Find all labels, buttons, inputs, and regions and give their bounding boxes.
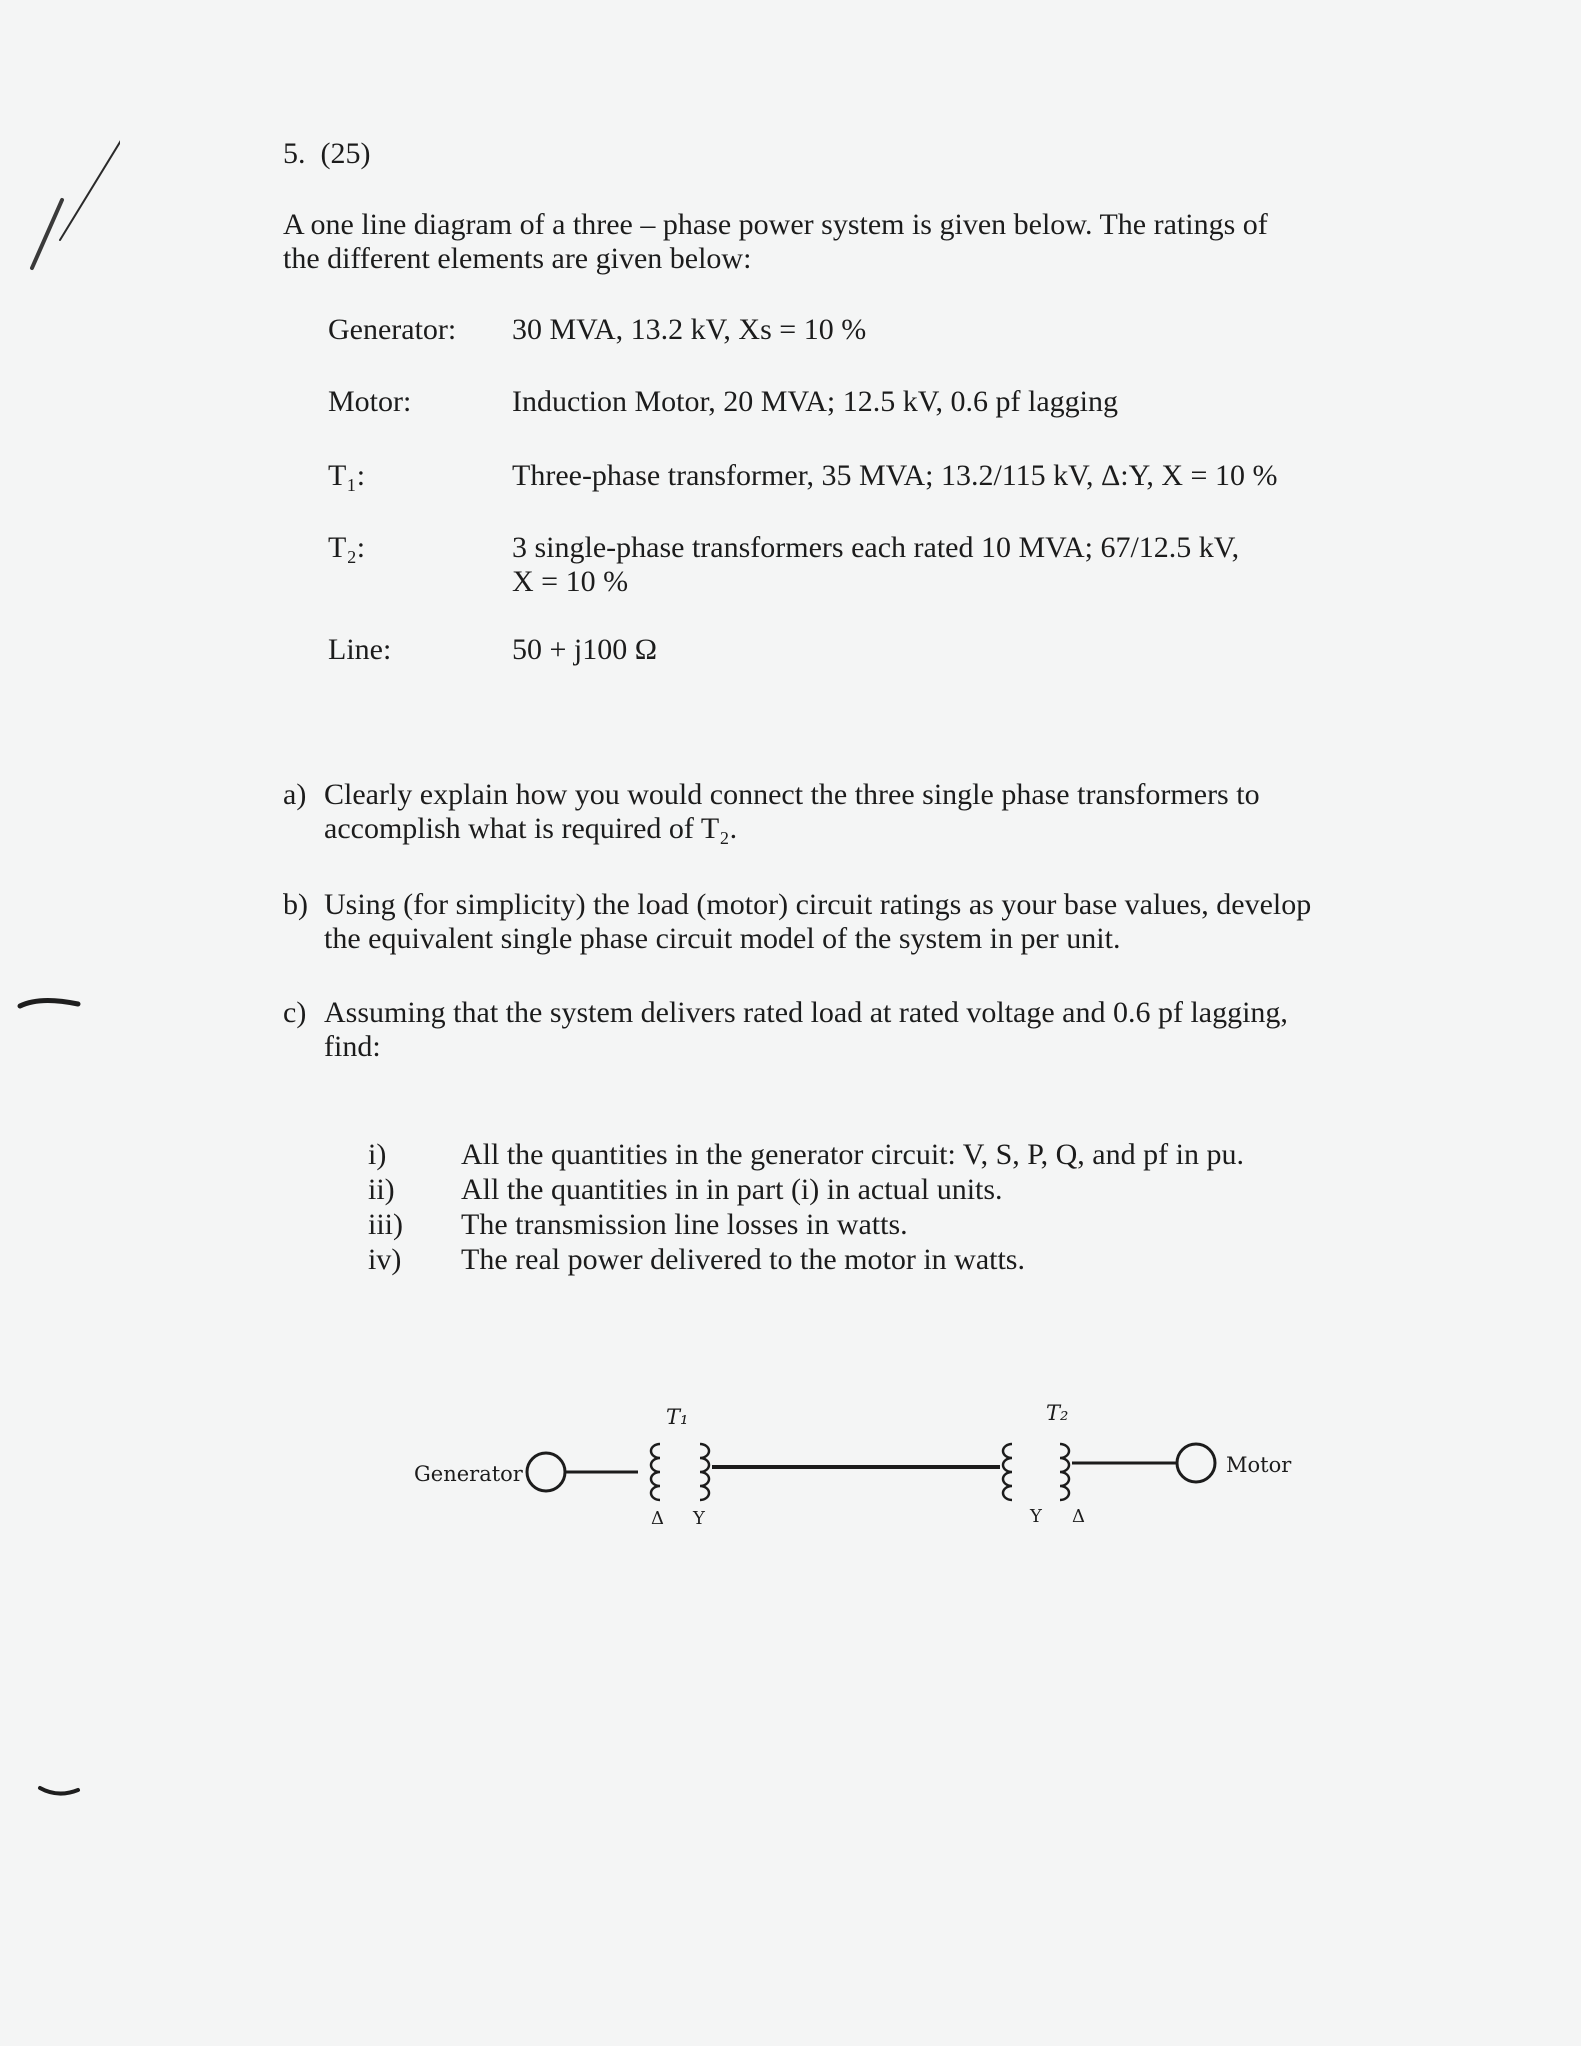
subpart-number: i) [368, 1138, 387, 1171]
question-header [283, 137, 370, 171]
generator-label: Generator [414, 1462, 523, 1486]
subpart-text: All the quantities in the generator circuit: V, S, P, Q, and pf in pu. [461, 1138, 1244, 1171]
intro-line: the different elements are given below: [283, 242, 752, 275]
rating-value-t2-line1: 3 single-phase transformers each rated 10 MVA; 67/12.5 kV, [512, 531, 1240, 564]
subpart-text: The transmission line losses in watts. [461, 1208, 908, 1241]
subpart-number: ii) [368, 1173, 395, 1206]
t2-secondary-coil [1060, 1444, 1069, 1500]
part-a-line2: accomplish what is required of T₂. [324, 812, 738, 845]
part-b-line1: Using (for simplicity) the load (motor) circuit ratings as your base values, develop [324, 888, 1312, 921]
rating-value-motor: Induction Motor, 20 MVA; 12.5 kV, 0.6 pf lagging [512, 385, 1119, 418]
rating-value-line: 50 + j100 Ω [512, 633, 658, 666]
pen-stroke [32, 200, 62, 268]
question-points: (25) [320, 137, 371, 170]
subpart-number: iii) [368, 1208, 403, 1241]
pen-mark [20, 1000, 78, 1006]
rating-label-generator: Generator: [328, 313, 457, 346]
subpart-number: iv) [368, 1243, 402, 1276]
rating-label-motor: Motor: [328, 385, 412, 418]
part-c-line2: find: [324, 1030, 381, 1063]
subpart-text: All the quantities in in part (i) in actual units. [461, 1173, 1003, 1206]
part-a-letter: a) [283, 778, 307, 811]
t1-label: T₁ [666, 1405, 689, 1429]
t1-secondary-coil [700, 1444, 709, 1500]
rating-value-t2-line2: X = 10 % [512, 565, 629, 598]
intro-line: A one line diagram of a three – phase power system is given below. The ratings of [283, 208, 1268, 241]
pen-stroke [60, 18, 120, 240]
question-number: 5. [283, 137, 306, 170]
rating-label-line: Line: [328, 633, 392, 666]
motor-symbol [1177, 1444, 1215, 1482]
subpart-text: The real power delivered to the motor in watts. [461, 1243, 1025, 1276]
rating-value-t1: Three-phase transformer, 35 MVA; 13.2/115 kV, Δ:Y, X = 10 % [512, 459, 1278, 492]
t2-label: T₂ [1046, 1401, 1069, 1425]
part-a-line1: Clearly explain how you would connect the three single phase transformers to [324, 778, 1260, 811]
t1-primary-coil [651, 1444, 660, 1500]
part-c-letter: c) [283, 996, 307, 1029]
t1-wye-label: Y [693, 1508, 705, 1529]
t2-delta-label: Δ [1072, 1506, 1085, 1527]
t2-wye-label: Y [1030, 1506, 1042, 1527]
intro-paragraph [283, 208, 1268, 276]
rating-value-generator: 30 MVA, 13.2 kV, Xs = 10 % [512, 313, 867, 346]
scan-margin-marks [0, 0, 120, 1850]
motor-label: Motor [1226, 1453, 1292, 1477]
part-b-line2: the equivalent single phase circuit model of the system in per unit. [324, 922, 1121, 955]
generator-symbol [527, 1453, 565, 1491]
t2-primary-coil [1003, 1444, 1012, 1500]
t1-delta-label: Δ [651, 1508, 664, 1529]
rating-label-t1: T₁: [328, 459, 366, 492]
pen-mark [40, 1788, 78, 1794]
part-b-letter: b) [283, 888, 308, 921]
rating-label-t2: T₂: [328, 531, 366, 564]
part-c-line1: Assuming that the system delivers rated load at rated voltage and 0.6 pf lagging, [324, 996, 1288, 1029]
